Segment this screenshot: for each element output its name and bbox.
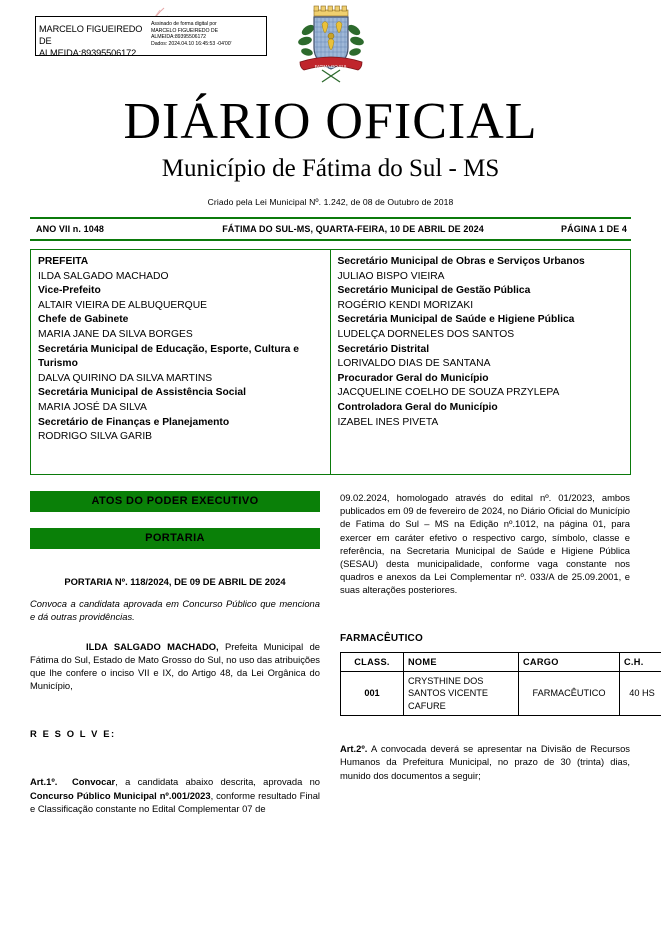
official-role: Procurador Geral do Município — [337, 372, 489, 384]
signature-name-line-1: MARCELO FIGUEIREDO DE — [39, 24, 143, 46]
signature-name-line-2: ALMEIDA:89395506172 — [39, 48, 137, 58]
officials-column-left — [31, 250, 331, 474]
official-role: Secretário Municipal de Obras e Serviços Urbanos — [337, 256, 585, 267]
banner-atos-do-poder-executivo: ATOS DO PODER EXECUTIVO — [30, 491, 320, 512]
official-role: Secretária Municipal de Saúde e Higiene Pública — [337, 314, 575, 326]
official-role: Controladora Geral do Município — [337, 401, 498, 413]
signature-box — [35, 16, 267, 56]
cell-ch: 40 HS — [620, 672, 661, 716]
official-name: LORIVALDO DIAS DE SANTANA — [337, 358, 491, 370]
official-name: RODRIGO SILVA GARIB — [38, 431, 153, 443]
page-subtitle: Município de Fátima do Sul - MS — [161, 155, 500, 182]
issue-page-number: PÁGINA 1 DE 4 — [561, 224, 627, 234]
cell-nome: CRYSTHINE DOS SANTOS VICENTE CAFURE — [404, 672, 519, 716]
banner-portaria: PORTARIA — [30, 528, 320, 549]
official-role: Chefe de Gabinete — [38, 314, 129, 326]
page-title: DIÁRIO OFICIAL — [123, 93, 538, 150]
article-2-paragraph — [340, 742, 630, 782]
signature-detail-line-1: Assinado de forma digital por — [151, 21, 217, 27]
official-name: ILDA SALGADO MACHADO — [38, 270, 169, 282]
table-header-cargo: CARGO — [519, 652, 620, 671]
article-1-label: Art.1º. — [30, 776, 58, 788]
svg-text:FATIMA DO SUL: FATIMA DO SUL — [314, 64, 347, 69]
preamble-mayor-name: ILDA SALGADO MACHADO, — [86, 640, 219, 652]
table-header-ch: C.H. — [620, 652, 661, 671]
creation-law-text: Criado pela Lei Municipal Nº. 1.242, de 08 de Outubro de 2018 — [207, 197, 454, 207]
official-role: Vice-Prefeito — [38, 285, 101, 297]
signature-name — [36, 17, 148, 58]
portaria-preamble — [30, 640, 320, 693]
official-role: Secretário Distrital — [337, 343, 430, 355]
article-1-text-part-1: , a candidata abaixo descrita, aprovada no — [115, 776, 320, 788]
signature-detail-line-3: ALMEIDA:89395506172 — [151, 34, 207, 41]
table-header-class: CLASS. — [341, 652, 404, 671]
officials-column-right — [331, 250, 631, 474]
signature-detail-line-4: Dados: 2024.04.10 16:45:53 -04'00' — [151, 40, 232, 47]
signature-detail-line-2: MARCELO FIGUEIREDO DE — [151, 27, 218, 34]
issue-year-number: ANO VII n. 1048 — [36, 224, 105, 234]
official-name: ROGÉRIO KENDI MORIZAKI — [337, 299, 474, 311]
table-header-nome: NOME — [404, 652, 519, 671]
signature-details — [148, 17, 266, 55]
masthead — [30, 94, 631, 207]
cell-class: 001 — [341, 672, 404, 716]
digital-signature-block — [30, 0, 631, 62]
official-role: Secretária Municipal de Educação, Esporte, Cultura e Turismo — [38, 343, 299, 370]
article-2-text: A convocada deverá se apresentar na Divisão de Recursos Humanos da Prefeitura Municipal, no prazo de 30 (trinta) dias, munido dos documentos a seguir; — [340, 743, 630, 781]
officials-table — [30, 249, 631, 475]
classification-table — [340, 652, 661, 717]
table-row — [341, 672, 661, 716]
body-columns — [30, 491, 655, 815]
article-1-paragraph — [30, 775, 320, 815]
article-1-concurso-reference: Concurso Público Municipal nº.001/2023 — [30, 789, 211, 801]
body-column-left — [30, 491, 320, 815]
official-role: Secretária Municipal de Assistência Social — [38, 387, 246, 399]
official-name: JACQUELINE COELHO DE SOUZA PRZYLEPA — [337, 387, 560, 399]
official-role: Secretário de Finanças e Planejamento — [38, 416, 230, 428]
official-name: DALVA QUIRINO DA SILVA MARTINS — [38, 372, 213, 384]
article-1-text-part-2: , conforme resultado Final e Classificação constante no Edital Complementar 07 de — [30, 789, 320, 814]
official-name: IZABEL INES PIVETA — [337, 416, 439, 428]
resolve-label: R E S O L V E: — [30, 728, 116, 740]
preamble-remainder: Prefeita Municipal de Fátima do Sul, Estado de Mato Grosso do Sul, no uso das atribuições que lhe confere o inciso VII e IX, do Artigo 48, da Lei Orgânica do Município, — [30, 640, 320, 692]
cell-cargo: FARMACÊUTICO — [519, 672, 620, 716]
article-1-continuation: 09.02.2024, homologado através do edital nº. 01/2023, ambos publicados em 09 de fevereiro de 2024, no Diário Oficial do Município de Fatima do Sul – MS na Edição nº.1012, na página 01, para exercer em caráter efetivo o respectivo cargo, símbolo, classe e referência, na Secretaria Municipal de Saúde e Higiene Pública (SESAU) desta municipalidade, conforme vaga constante nos quadros e anexos da Lei Complementar nº. 033/A de 25.09.2001, e suas alterações posteriores. — [340, 492, 630, 596]
body-column-right — [340, 491, 655, 815]
table-header-row — [341, 652, 661, 671]
issue-place-date: FÁTIMA DO SUL-MS, QUARTA-FEIRA, 10 DE ABRIL DE 2024 — [222, 224, 484, 234]
official-name: ALTAIR VIEIRA DE ALBUQUERQUE — [38, 299, 207, 311]
official-role: PREFEITA — [38, 256, 89, 267]
portaria-ementa: Convoca a candidata aprovada em Concurso Público que menciona e dá outras providências. — [30, 598, 320, 623]
official-name: JULIAO BISPO VIEIRA — [337, 270, 445, 282]
official-name: MARIA JANE DA SILVA BORGES — [38, 328, 193, 340]
cargo-heading: FARMACÊUTICO — [340, 632, 423, 644]
portaria-title: PORTARIA Nº. 118/2024, DE 09 DE ABRIL DE 2024 — [64, 576, 286, 587]
official-name: MARIA JOSÉ DA SILVA — [38, 401, 147, 413]
official-role: Secretário Municipal de Gestão Pública — [337, 285, 531, 297]
issue-info-bar — [30, 217, 631, 241]
article-1-verb: Convocar — [71, 776, 116, 788]
official-name: LUDELÇA DORNELES DOS SANTOS — [337, 328, 515, 340]
article-2-label: Art.2º. — [340, 743, 368, 755]
